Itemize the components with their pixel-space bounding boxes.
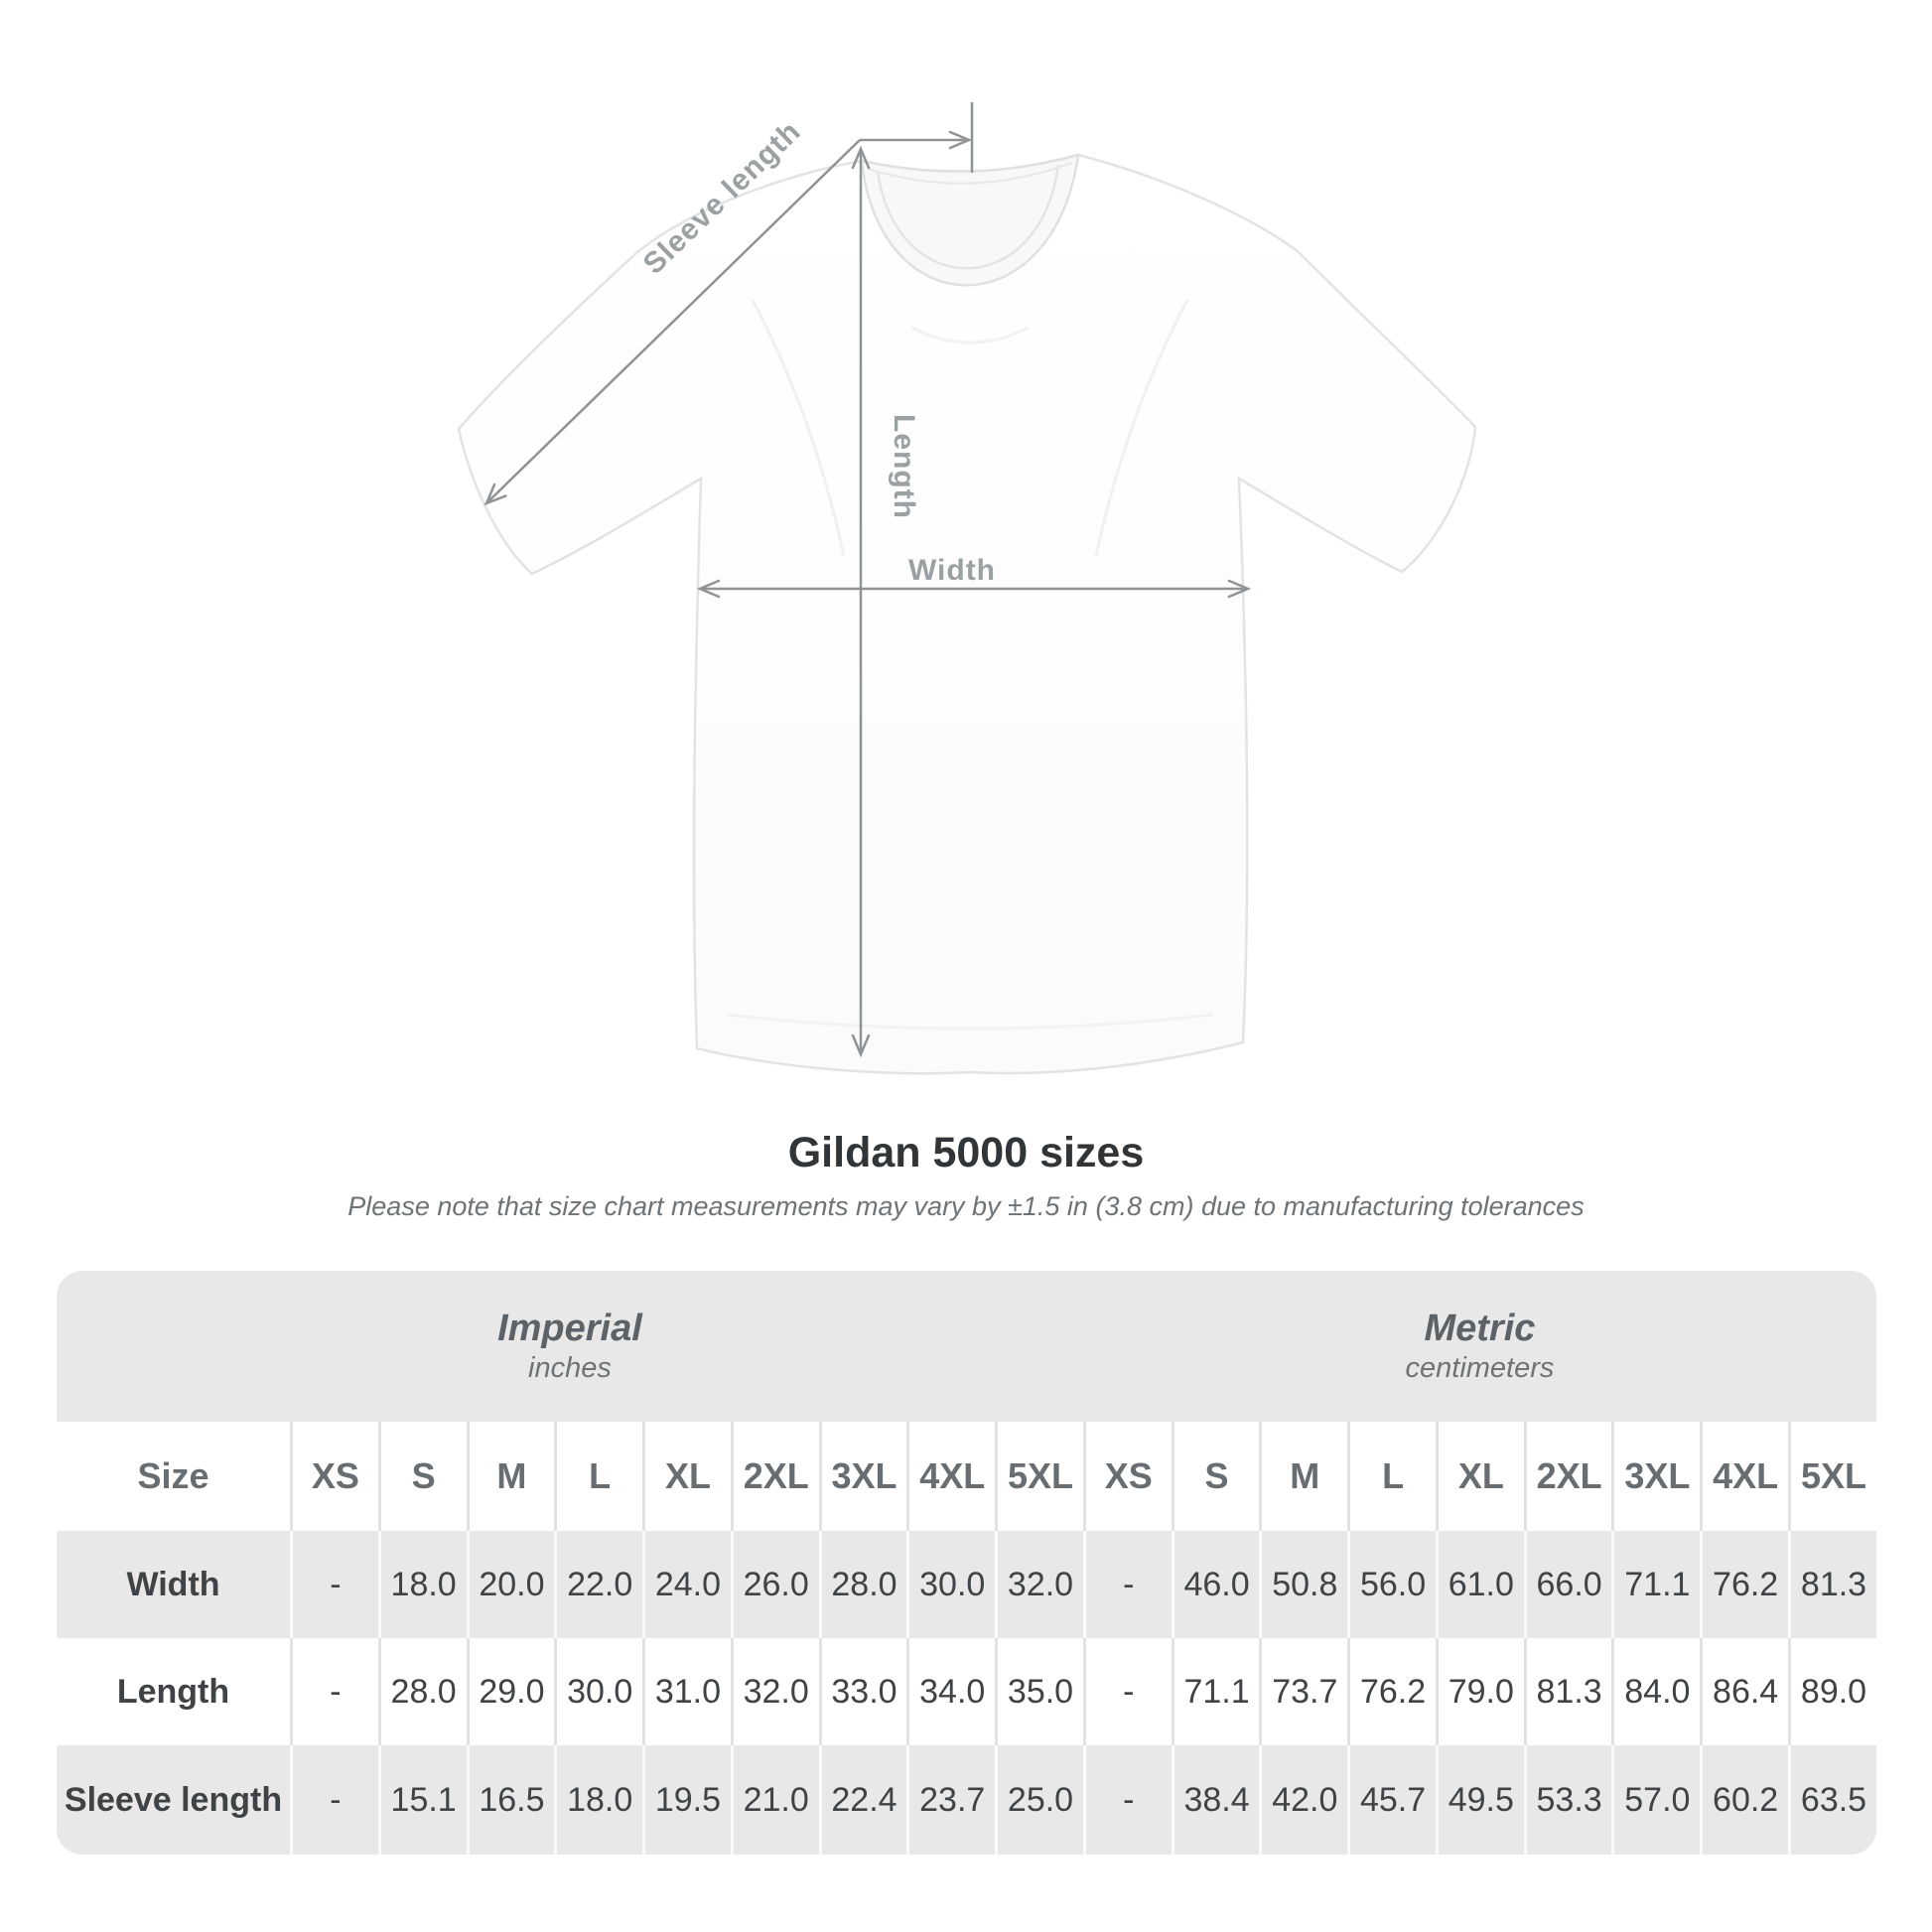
length-label: Length (888, 414, 920, 519)
col-header: XS (1083, 1422, 1172, 1531)
unit-band-row (57, 1271, 1876, 1422)
cell: 31.0 (642, 1638, 731, 1745)
cell: 19.5 (642, 1745, 731, 1855)
cell: 50.8 (1259, 1531, 1347, 1638)
imperial-title: Imperial (497, 1308, 642, 1349)
tshirt-body (459, 155, 1475, 1073)
cell: 61.0 (1436, 1531, 1524, 1638)
cell: 56.0 (1347, 1531, 1436, 1638)
cell: 81.3 (1524, 1638, 1612, 1745)
table-row-length (57, 1638, 1876, 1745)
cell: 34.0 (906, 1638, 995, 1745)
size-header-row (57, 1422, 1876, 1531)
cell: 57.0 (1611, 1745, 1700, 1855)
cell: 33.0 (819, 1638, 907, 1745)
cell: - (1083, 1745, 1172, 1855)
cell: 49.5 (1436, 1745, 1524, 1855)
cell: 89.0 (1788, 1638, 1876, 1745)
cell: 66.0 (1524, 1531, 1612, 1638)
cell: 23.7 (906, 1745, 995, 1855)
cell: 76.2 (1700, 1531, 1788, 1638)
cell: 73.7 (1259, 1638, 1347, 1745)
cell: 35.0 (995, 1638, 1083, 1745)
metric-unit: centimeters (1405, 1352, 1555, 1384)
col-header: XS (290, 1422, 378, 1531)
cell: 28.0 (378, 1638, 467, 1745)
cell: 22.0 (554, 1531, 642, 1638)
col-header: S (378, 1422, 467, 1531)
col-header: L (554, 1422, 642, 1531)
col-header: 4XL (906, 1422, 995, 1531)
col-header: M (467, 1422, 555, 1531)
cell: 76.2 (1347, 1638, 1436, 1745)
cell: 42.0 (1259, 1745, 1347, 1855)
cell: 86.4 (1700, 1638, 1788, 1745)
col-header: S (1172, 1422, 1260, 1531)
col-header: M (1259, 1422, 1347, 1531)
cell: 29.0 (467, 1638, 555, 1745)
table-row-sleeve-length (57, 1745, 1876, 1855)
cell: 38.4 (1172, 1745, 1260, 1855)
sleeve-length-label: Sleeve length (636, 114, 808, 281)
col-header: 5XL (1788, 1422, 1876, 1531)
col-header: 5XL (995, 1422, 1083, 1531)
cell: 16.5 (467, 1745, 555, 1855)
cell: 20.0 (467, 1531, 555, 1638)
size-header: Size (57, 1422, 290, 1531)
table-row-width (57, 1531, 1876, 1638)
col-header: 3XL (819, 1422, 907, 1531)
cell: 81.3 (1788, 1531, 1876, 1638)
cell: 24.0 (642, 1531, 731, 1638)
col-header: 3XL (1611, 1422, 1700, 1531)
cell: 18.0 (378, 1531, 467, 1638)
cell: - (290, 1745, 378, 1855)
imperial-band (57, 1271, 1083, 1422)
row-label: Length (57, 1638, 290, 1745)
width-label: Width (907, 554, 997, 587)
size-table (57, 1271, 1876, 1855)
col-header: 4XL (1700, 1422, 1788, 1531)
col-header: 2XL (731, 1422, 819, 1531)
cell: 71.1 (1172, 1638, 1260, 1745)
cell: 18.0 (554, 1745, 642, 1855)
cell: 60.2 (1700, 1745, 1788, 1855)
row-label: Sleeve length (57, 1745, 290, 1855)
page-subtitle: Please note that size chart measurements may vary by ±1.5 in (3.8 cm) due to manufacturing tolerances (347, 1191, 1585, 1221)
cell: 46.0 (1172, 1531, 1260, 1638)
cell: 79.0 (1436, 1638, 1524, 1745)
cell: 84.0 (1611, 1638, 1700, 1745)
cell: 71.1 (1611, 1531, 1700, 1638)
row-label: Width (57, 1531, 290, 1638)
cell: - (1083, 1531, 1172, 1638)
col-header: XL (1436, 1422, 1524, 1531)
cell: 28.0 (819, 1531, 907, 1638)
cell: - (290, 1531, 378, 1638)
cell: 32.0 (995, 1531, 1083, 1638)
cell: 26.0 (731, 1531, 819, 1638)
cell: 25.0 (995, 1745, 1083, 1855)
page-title: Gildan 5000 sizes (787, 1129, 1145, 1176)
cell: 22.4 (819, 1745, 907, 1855)
cell: 32.0 (731, 1638, 819, 1745)
cell: 21.0 (731, 1745, 819, 1855)
cell: 53.3 (1524, 1745, 1612, 1855)
metric-title: Metric (1424, 1308, 1536, 1349)
col-header: 2XL (1524, 1422, 1612, 1531)
cell: - (1083, 1638, 1172, 1745)
cell: 15.1 (378, 1745, 467, 1855)
cell: 30.0 (554, 1638, 642, 1745)
cell: 30.0 (906, 1531, 995, 1638)
col-header: XL (642, 1422, 731, 1531)
cell: 63.5 (1788, 1745, 1876, 1855)
imperial-unit: inches (528, 1352, 612, 1384)
col-header: L (1347, 1422, 1436, 1531)
cell: - (290, 1638, 378, 1745)
metric-band (1083, 1271, 1876, 1422)
cell: 45.7 (1347, 1745, 1436, 1855)
